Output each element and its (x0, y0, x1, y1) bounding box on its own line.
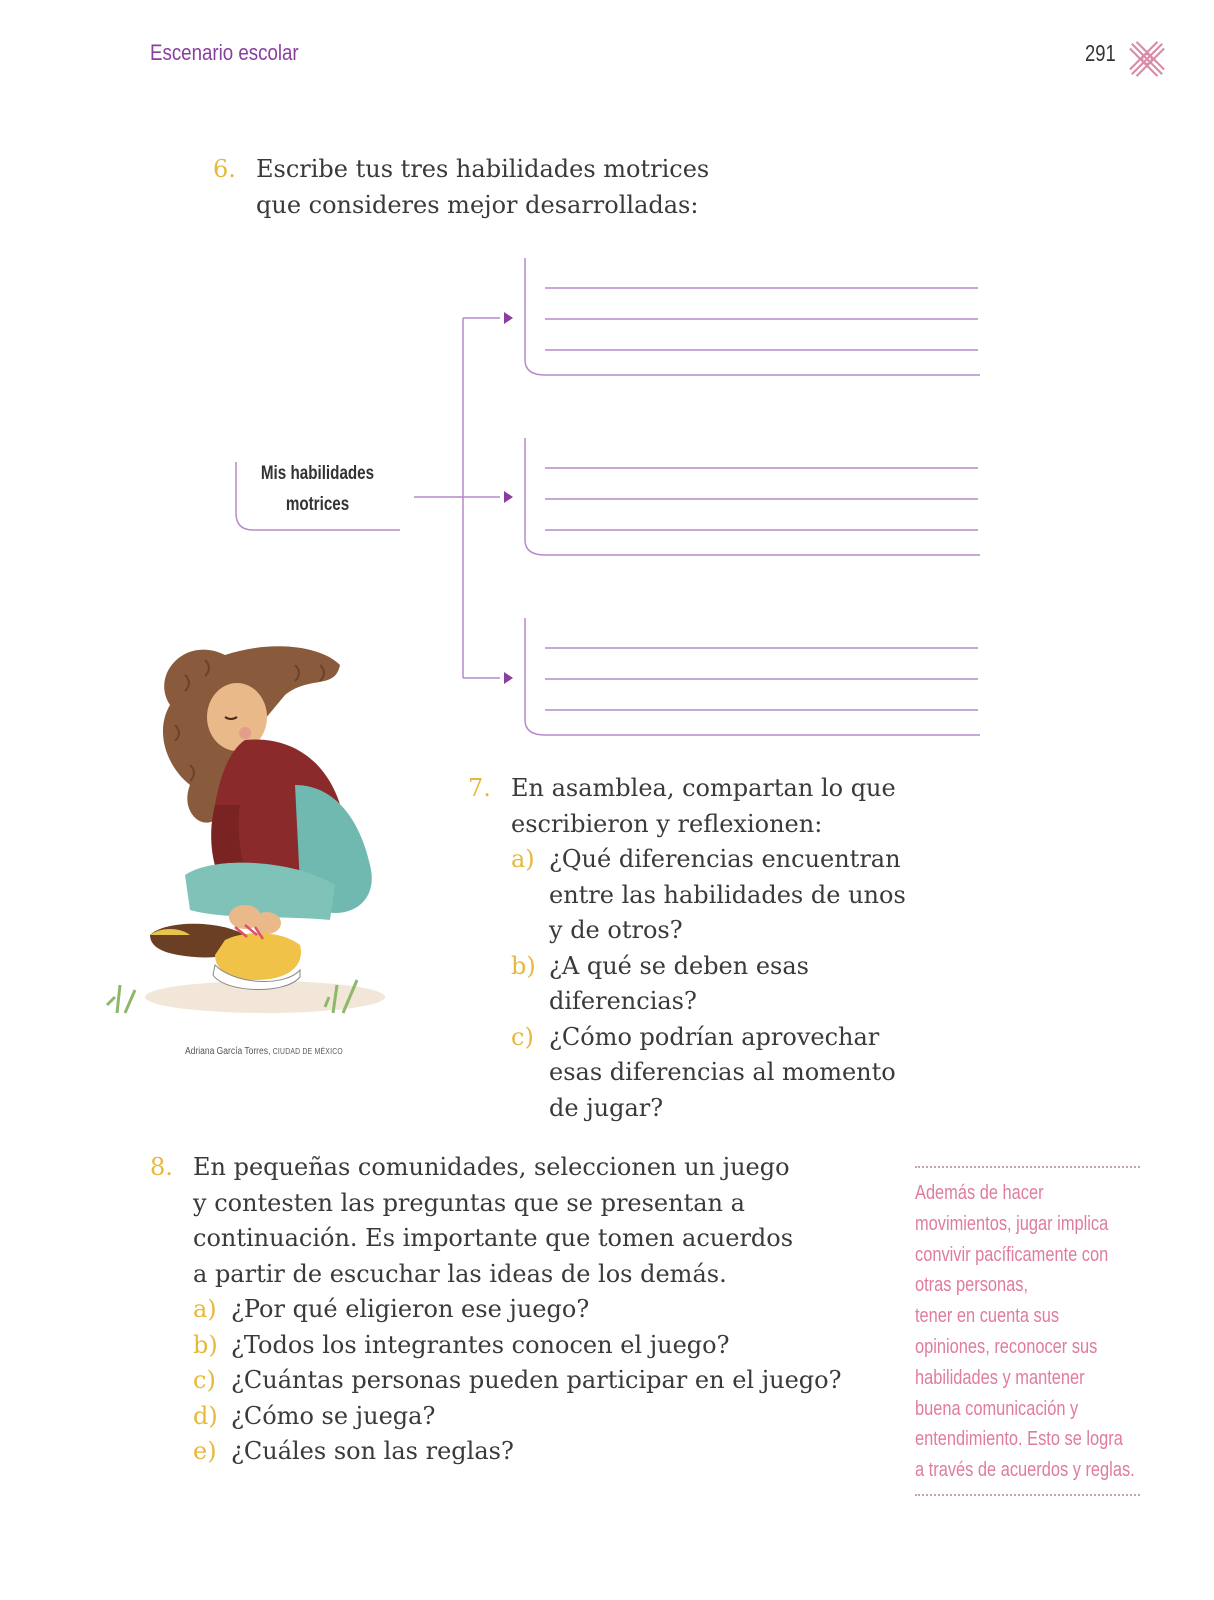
question-text-line: En pequeñas comunidades, seleccionen un juego (193, 1153, 790, 1181)
page-number: 291 (1085, 40, 1116, 66)
arrow-icon (504, 672, 513, 684)
question-text-line: y contesten las preguntas que se presentan a (193, 1188, 745, 1217)
sub-question-a: a) ¿Por qué eligieron ese juego? (193, 1295, 590, 1323)
question-text-line: que consideres mejor desarrolladas: (256, 190, 699, 219)
section-title: Escenario escolar (150, 40, 299, 65)
question-text-line: a partir de escuchar las ideas de los demás. (193, 1259, 727, 1288)
question-number: 6. (213, 155, 236, 183)
question-text-line: continuación. Es importante que tomen acuerdos (193, 1224, 794, 1252)
question-text-line: En asamblea, compartan lo que (511, 774, 896, 802)
girl-tying-shoe-illustration (95, 635, 405, 1040)
question-7 (468, 771, 928, 1126)
sub-question-d: d) ¿Cómo se juega? (193, 1401, 436, 1430)
sub-question-a: a) ¿Qué diferencias encuentran entre las habilidades de unos y de otros? (511, 845, 906, 944)
question-number: 8. (150, 1153, 173, 1181)
question-text-line: escribieron y reflexionen: (511, 809, 823, 838)
divider (915, 1494, 1140, 1496)
sub-question-c: c) ¿Cuántas personas pueden participar en el juego? (193, 1366, 842, 1394)
arrow-icon (504, 491, 513, 503)
arrow-icon (504, 312, 513, 324)
question-8 (150, 1150, 870, 1470)
illustration-credit: Adriana García Torres, CIUDAD DE MÉXICO (185, 1046, 343, 1057)
question-text-line: Escribe tus tres habilidades motrices (256, 155, 710, 183)
aside-note: Además de hacer movimientos, jugar implica convivir pacíficamente con otras personas, tener en cuenta sus opiniones, reconocer sus habilidades y mantener buena comunicación y entendimiento. Esto se logra a través de acuerdos y reglas. (915, 1166, 1145, 1496)
sub-question-b: b) ¿A qué se deben esas diferencias? (511, 951, 809, 1015)
sub-question-b: b) ¿Todos los integrantes conocen el juego? (193, 1330, 730, 1359)
sub-question-c: c) ¿Cómo podrían aprovechar esas diferencias al momento de jugar? (511, 1022, 896, 1122)
diagram-label: Mis habilidades motrices (260, 463, 375, 515)
question-number: 7. (468, 774, 491, 802)
sub-question-e: e) ¿Cuáles son las reglas? (193, 1437, 514, 1465)
